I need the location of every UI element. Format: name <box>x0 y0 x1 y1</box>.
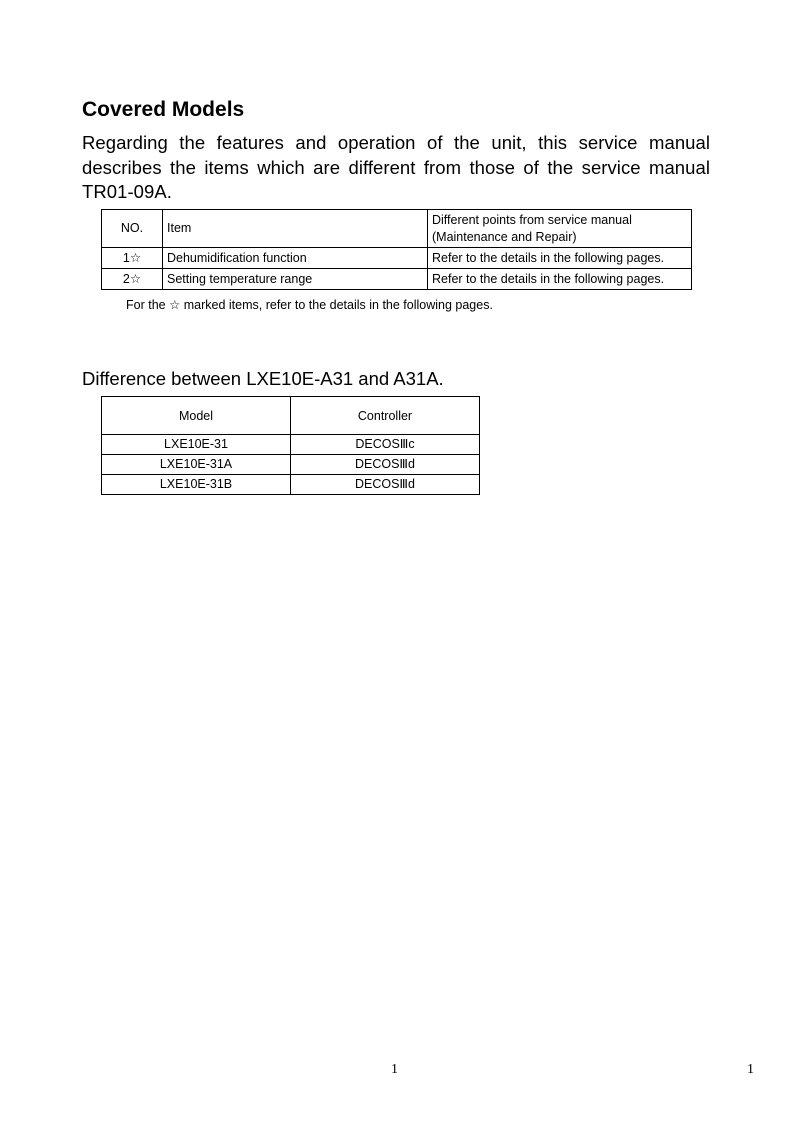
table-header-row <box>102 397 480 435</box>
row-item: Setting temperature range <box>163 269 428 290</box>
row-model: LXE10E-31B <box>102 475 291 495</box>
table-row <box>102 455 480 475</box>
table-row <box>102 269 692 290</box>
row-item: Dehumidification function <box>163 248 428 269</box>
table-row <box>102 475 480 495</box>
row-diff: Refer to the details in the following pages. <box>428 248 692 269</box>
header-item: Item <box>163 210 428 248</box>
row-controller: DECOSⅢd <box>291 455 480 475</box>
header-diff-line-2: (Maintenance and Repair) <box>432 229 577 244</box>
star-note: For the ☆ marked items, refer to the details in the following pages. <box>126 298 493 312</box>
intro-line-3: TR01-09A. <box>82 181 172 202</box>
section-title: Covered Models <box>82 98 245 121</box>
row-no: 2☆ <box>102 269 163 290</box>
page-number-center: 1 <box>391 1062 398 1077</box>
header-controller: Controller <box>291 397 480 435</box>
header-different-points <box>428 210 692 248</box>
header-diff-line-1: Different points from service manual <box>432 212 632 227</box>
page-number-right: 1 <box>747 1062 754 1077</box>
model-controller-table <box>101 396 480 495</box>
row-controller: DECOSⅢd <box>291 475 480 495</box>
intro-paragraph <box>82 131 710 205</box>
table-row <box>102 248 692 269</box>
intro-line-1: Regarding the features and operation of the unit, this service manual <box>82 132 710 153</box>
row-no: 1☆ <box>102 248 163 269</box>
difference-title: Difference between LXE10E-A31 and A31A. <box>82 368 444 389</box>
row-diff: Refer to the details in the following pages. <box>428 269 692 290</box>
header-no: NO. <box>102 210 163 248</box>
table-row <box>102 435 480 455</box>
covered-items-table <box>101 209 692 290</box>
row-model: LXE10E-31 <box>102 435 291 455</box>
row-model: LXE10E-31A <box>102 455 291 475</box>
intro-line-2: describes the items which are different from those of the service manual <box>82 156 710 178</box>
header-model: Model <box>102 397 291 435</box>
table-header-row <box>102 210 692 248</box>
row-controller: DECOSⅢc <box>291 435 480 455</box>
